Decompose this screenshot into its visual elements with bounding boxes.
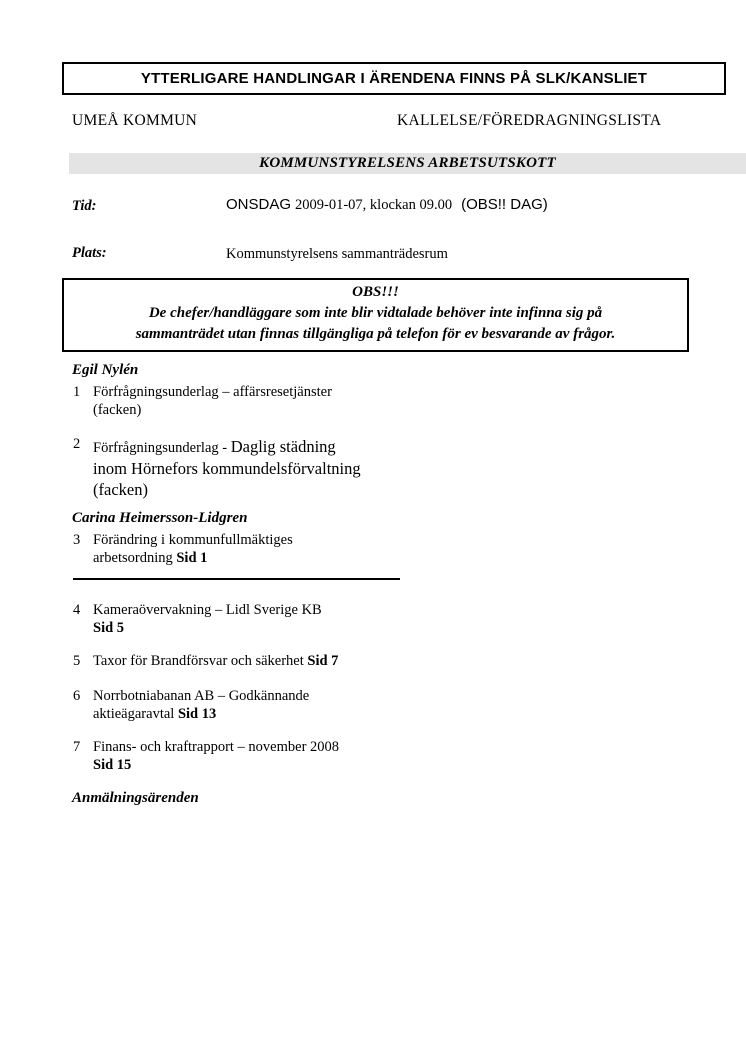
item-line: Norrbotniabanan AB – Godkännande bbox=[93, 688, 310, 704]
item-number: 7 bbox=[73, 739, 81, 755]
item-line-part: arbetsordning bbox=[93, 549, 177, 566]
page-reference: Sid 15 bbox=[93, 756, 132, 773]
further-documents-notice bbox=[62, 62, 726, 95]
item-line: Förfrågningsunderlag – affärsresetjänster bbox=[93, 384, 332, 400]
time-label: Tid: bbox=[72, 198, 97, 214]
place-label: Plats: bbox=[72, 245, 107, 261]
agenda-item-4 bbox=[73, 602, 322, 637]
document-type-title: KALLELSE/FÖREDRAGNINGSLISTA bbox=[397, 112, 662, 129]
organization-name: UMEÅ KOMMUN bbox=[72, 112, 198, 129]
item-text bbox=[93, 602, 322, 637]
page-reference: Sid 7 bbox=[307, 653, 339, 669]
item-text bbox=[93, 436, 361, 500]
agenda-item-1 bbox=[73, 384, 332, 419]
obs-title: OBS!!! bbox=[352, 284, 399, 300]
agenda-item-3 bbox=[73, 532, 293, 567]
obs-line-1: De chefer/handläggare som inte blir vidtalade behöver inte infinna sig på bbox=[148, 305, 603, 321]
anmalningsarenden-heading: Anmälningsärenden bbox=[72, 790, 199, 806]
item-line: (facken) bbox=[93, 401, 142, 418]
item-line-part: Daglig städning bbox=[230, 437, 336, 456]
page-reference: Sid 1 bbox=[176, 549, 208, 566]
committee-banner-text: KOMMUNSTYRELSENS ARBETSUTSKOTT bbox=[259, 155, 556, 171]
item-line: Kameraövervakning – Lidl Sverige KB bbox=[93, 602, 322, 618]
item-text bbox=[93, 688, 309, 723]
presenter-heading-egil-nylen: Egil Nylén bbox=[72, 362, 139, 378]
page-reference: Sid 5 bbox=[93, 619, 125, 636]
item-line: Förändring i kommunfullmäktiges bbox=[93, 532, 293, 548]
item-line-part: Taxor för Brandförsvar och säkerhet bbox=[93, 653, 308, 669]
item-line-part: aktieägaravtal bbox=[93, 705, 178, 722]
presenter-heading-carina-heimersson-lidgren: Carina Heimersson-Lidgren bbox=[72, 510, 248, 526]
section-divider bbox=[73, 578, 400, 580]
item-number: 1 bbox=[73, 384, 81, 400]
time-date: 2009-01-07, klockan 09.00 bbox=[295, 197, 453, 213]
agenda-item-6 bbox=[73, 688, 309, 723]
item-text bbox=[93, 532, 293, 567]
time-value bbox=[226, 196, 548, 214]
obs-notice-box bbox=[62, 278, 689, 352]
committee-banner bbox=[69, 153, 746, 174]
item-line bbox=[93, 653, 338, 671]
obs-line-2: sammanträdet utan finnas tillgängliga på telefon för ev besvarande av frågor. bbox=[135, 326, 616, 342]
item-line bbox=[93, 706, 309, 724]
place-value: Kommunstyrelsens sammanträdesrum bbox=[226, 246, 448, 262]
item-number: 4 bbox=[73, 602, 81, 618]
item-line bbox=[93, 550, 293, 568]
item-line-part: Förfrågningsunderlag - bbox=[93, 440, 231, 456]
item-line: Finans- och kraftrapport – november 2008 bbox=[93, 739, 340, 755]
item-text bbox=[93, 653, 338, 671]
item-text bbox=[93, 384, 332, 419]
agenda-item-5 bbox=[73, 653, 338, 671]
further-documents-notice-text: YTTERLIGARE HANDLINGAR I ÄRENDENA FINNS PÅ SLK/KANSLIET bbox=[140, 70, 648, 87]
page-reference: Sid 13 bbox=[177, 705, 217, 722]
agenda-item-2 bbox=[73, 436, 361, 500]
item-number: 6 bbox=[73, 688, 81, 704]
agenda-item-7 bbox=[73, 739, 339, 774]
item-line: inom Hörnefors kommundelsförvaltning bbox=[93, 458, 361, 478]
time-day: ONSDAG bbox=[226, 196, 292, 213]
time-note: (OBS!! DAG) bbox=[461, 196, 548, 213]
item-text bbox=[93, 739, 339, 774]
item-number: 3 bbox=[73, 532, 81, 548]
item-number: 2 bbox=[73, 436, 81, 452]
item-line bbox=[93, 436, 361, 458]
item-line: (facken) bbox=[93, 479, 148, 499]
item-number: 5 bbox=[73, 653, 81, 669]
